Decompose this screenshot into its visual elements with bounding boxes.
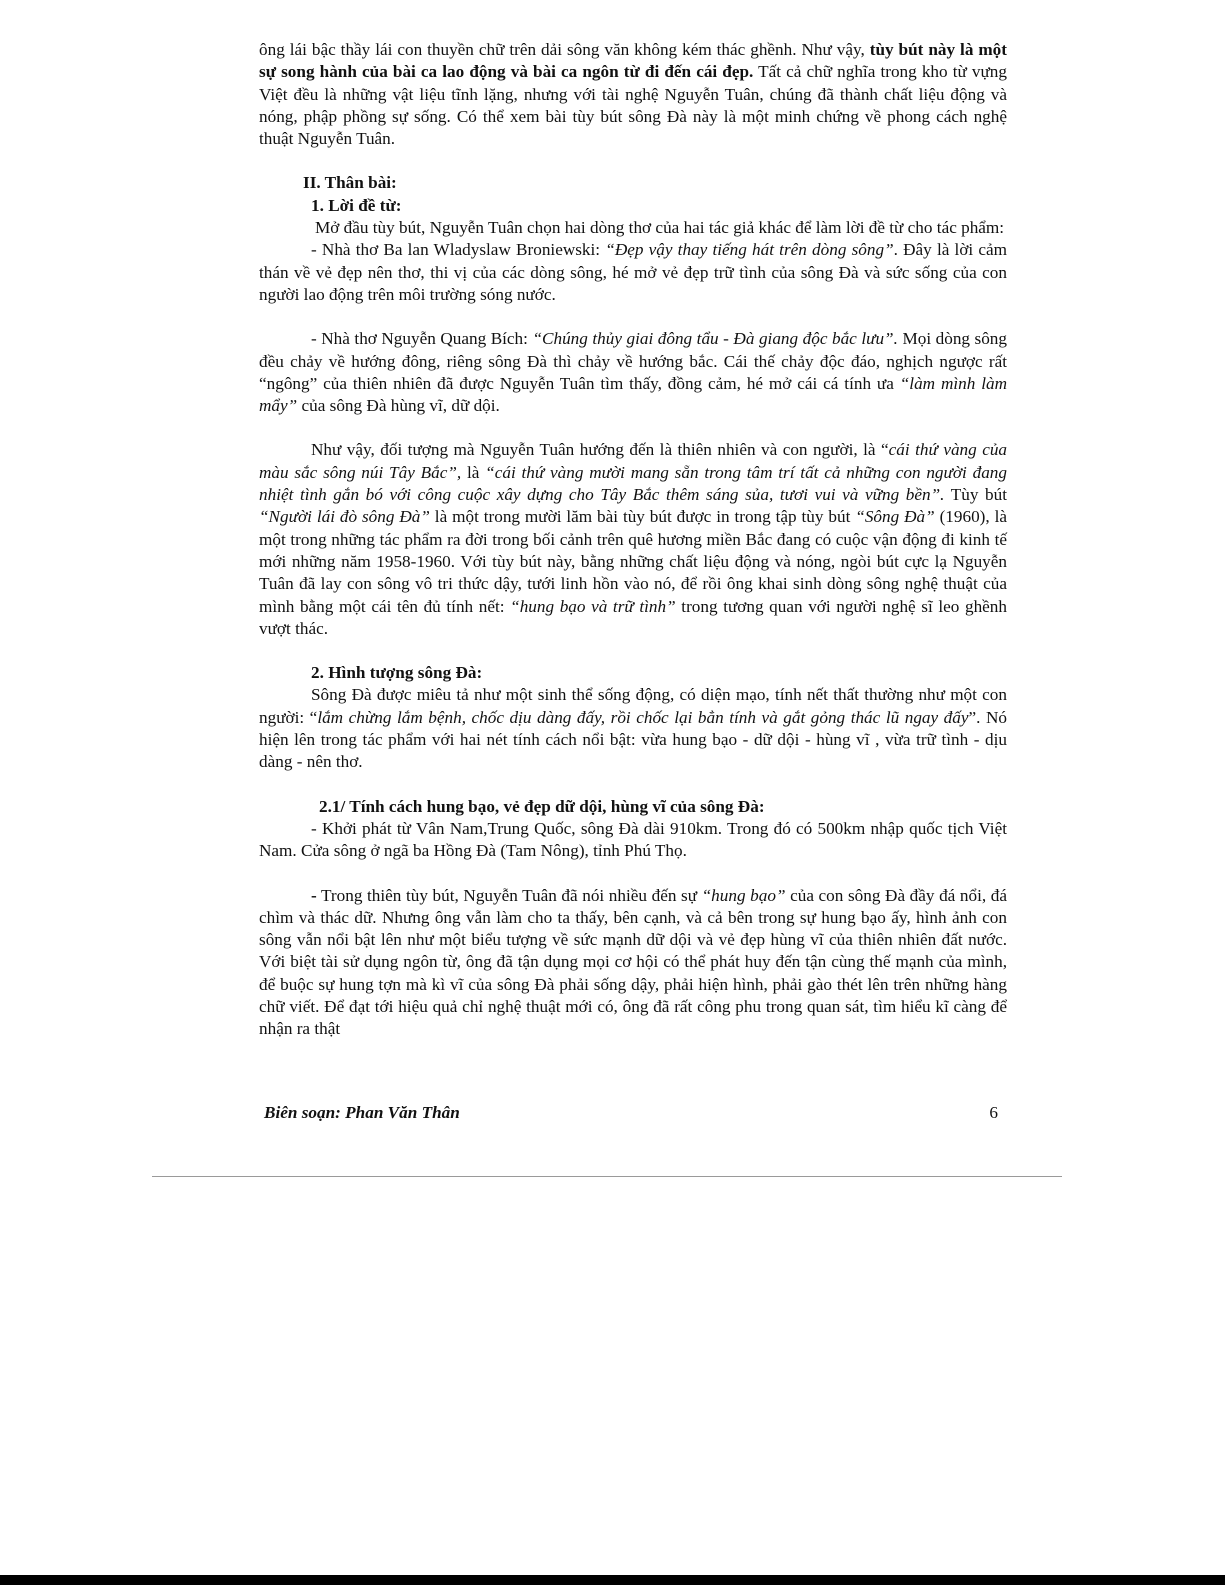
intro-paragraph: ông lái bậc thầy lái con thuyền chữ trên dải sông văn không kém thác ghềnh. Như vậy, tùy bút này là một sự song hành của bài ca lao động và bài ca ngôn từ đi đến cái đẹp. Tất cả chữ nghĩa trong kho từ vựng Việt đều là những vật liệu tĩnh lặng, nhưng với tài nghệ Nguyễn Tuân, chúng đã thành chất liệu động và nóng, phập phồng sự sống. Có thể xem bài tùy bút sông Đà này là một minh chứng về phong cách nghệ thuật Nguyễn Tuân.	[259, 40, 1008, 149]
paragraph: - Khởi phát từ Vân Nam,Trung Quốc, sông Đà dài 910km. Trong đó có 500km nhập quốc tịch Việt Nam. Cửa sông ở ngã ba Hồng Đà (Tam Nông), tỉnh Phú Thọ.	[259, 818, 1007, 861]
subsection-heading: 1. Lời đề từ:	[311, 195, 402, 215]
page-body	[259, 39, 1007, 1041]
page-divider	[152, 1176, 1062, 1177]
section-heading: II. Thân bài:	[303, 173, 397, 193]
subsection-heading: 2. Hình tượng sông Đà:	[311, 663, 483, 683]
page-number: 6	[989, 1103, 998, 1122]
paragraph: Như vậy, đối tượng mà Nguyễn Tuân hướng đến là thiên nhiên và con người, là “cái thứ vàng của màu sắc sông núi Tây Bắc”, là “cái thứ vàng mười mang sẵn trong tâm trí tất cả những con người đang nhiệt tình gắn bó với công cuộc xây dựng cho Tây Bắc thêm sáng sủa, tươi vui và vững bền”. Tùy bút “Người lái đò sông Đà” là một trong mười lăm bài tùy bút được in trong tập tùy bút “Sông Đà” (1960), là một trong những tác phẩm ra đời trong bối cảnh trên quê hương miền Bắc đang có cuộc vận động đi kinh tế mới những năm 1958-1960. Với tùy bút này, bằng những chất liệu động và nóng, ngòi bút cực lạ Nguyễn Tuân đã lay con sông vô tri thức dậy, tưới linh hồn vào nó, để rồi ông khai sinh dòng sông nghệ thuật của mình bằng một cái tên đủ tính nết: “hung bạo và trữ tình” trong tương quan với người nghệ sĩ leo ghềnh vượt thác.	[259, 440, 1008, 638]
paragraph: Sông Đà được miêu tả như một sinh thể sống động, có diện mạo, tính nết thất thường như một con người: “lắm chừng lắm bệnh, chốc dịu dàng đấy, rồi chốc lại bẳn tính và gắt gỏng thác lũ ngay đấy”. Nó hiện lên trong tác phẩm với hai nét tính cách nổi bật: vừa hung bạo - dữ dội - hùng vĩ , vừa trữ tình - dịu dàng - nên thơ.	[259, 685, 1007, 772]
paragraph: - Nhà thơ Nguyễn Quang Bích: “Chúng thủy giai đông tẩu - Đà giang độc bắc lưu”. Mọi dòng sông đều chảy về hướng đông, riêng sông Đà thì chảy về hướng bắc. Cái thế chảy độc đáo, nghịch ngược rất “ngông” của thiên nhiên đã được Nguyễn Tuân tìm thấy, đồng cảm, hé mở cái cá tính ưa “làm mình làm mẩy” của sông Đà hùng vĩ, dữ dội.	[259, 329, 1008, 416]
subsection-heading: 2.1/ Tính cách hung bạo, vẻ đẹp dữ dội, hùng vĩ của sông Đà:	[319, 796, 765, 816]
bottom-edge-bar	[0, 1575, 1225, 1585]
footer-author: Biên soạn: Phan Văn Thân	[264, 1103, 460, 1122]
paragraph: - Trong thiên tùy bút, Nguyễn Tuân đã nói nhiều đến sự “hung bạo” của con sông Đà đầy đá nổi, đá chìm và thác dữ. Nhưng ông vẫn làm cho ta thấy, bên cạnh, và cả bên trong sự hung bạo ấy, hình ảnh con sông vẫn nổi bật lên như một biểu tượng về sức mạnh dữ dội và vẻ đẹp hùng vĩ của thiên nhiên đất nước. Với biệt tài sử dụng ngôn từ, ông đã tận dụng mọi cơ hội có thể phát huy đến tận cùng thế mạnh của mình, để buộc sự hung tợn mà kì vĩ của sông Đà phải sống dậy, phải hiện hình, phải gào thét lên trên những hàng chữ viết. Để đạt tới hiệu quả chỉ nghệ thuật mới có, ông đã rất công phu trong quan sát, tìm hiểu kĩ càng để nhận ra thật	[259, 885, 1007, 1039]
paragraph: - Nhà thơ Ba lan Wladyslaw Broniewski: “Đẹp vậy thay tiếng hát trên dòng sông”. Đây là lời cảm thán về vẻ đẹp nên thơ, thi vị của các dòng sông, hé mở vẻ đẹp trữ tình của sông Đà và sức sống của con người lao động trên môi trường sóng nước.	[259, 240, 1007, 304]
paragraph: Mở đầu tùy bút, Nguyễn Tuân chọn hai dòng thơ của hai tác giả khác để làm lời đề từ cho tác phẩm:	[315, 218, 1005, 238]
intro-bold-phrase: tùy bút này là một sự song hành của bài ca lao động và bài ca ngôn từ đi đến cái đẹp.	[259, 40, 1008, 82]
